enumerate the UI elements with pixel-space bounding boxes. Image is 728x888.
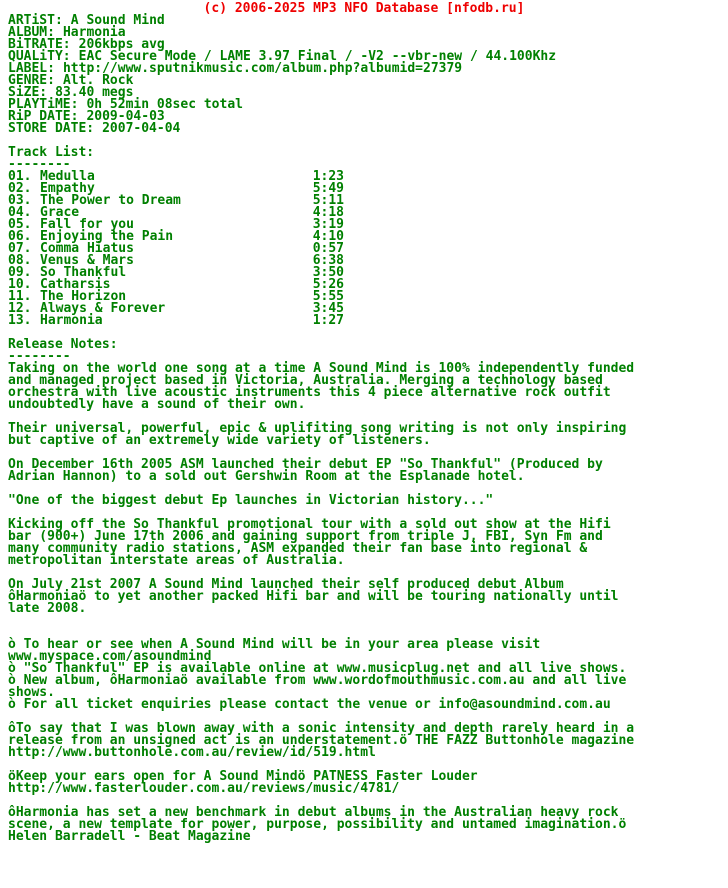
notes-line: Helen Barradell - Beat Magazine <box>8 829 251 844</box>
notes-line: shows. <box>8 685 55 700</box>
notes-line: www.myspace.com/asoundmind <box>8 649 212 664</box>
track-time: 5:26 <box>312 277 344 292</box>
info-field-label: SiZE: <box>8 85 48 100</box>
copyright-header: (c) 2006-2025 MP3 NFO Database [nfodb.ru] <box>203 1 525 16</box>
info-field-value: EAC Secure Mode / LAME 3.97 Final / -V2 --vbr-new / 44.100Khz <box>78 49 557 64</box>
notes-line: http://www.fasterlouder.com.au/reviews/music/4781/ <box>8 781 400 796</box>
notes-line: "One of the biggest debut Ep launches in Victorian history..." <box>8 493 494 508</box>
blank-line <box>8 135 720 147</box>
notes-line: http://www.buttonhole.com.au/review/id/519.html <box>8 745 376 760</box>
track-time: 1:23 <box>312 169 344 184</box>
track-time: 3:19 <box>312 217 344 232</box>
track-title: Medulla <box>40 169 95 184</box>
info-field-value: 2007-04-04 <box>102 121 181 136</box>
info-field-value: 0h 52min 08sec total <box>86 97 243 112</box>
track-time: 3:50 <box>312 265 344 280</box>
track-title: Enjoying the Pain <box>40 229 174 244</box>
track-title: Catharsis <box>40 277 111 292</box>
track-time: 3:45 <box>312 301 344 316</box>
info-field-row <box>8 123 720 135</box>
track-number: 02. <box>8 181 32 196</box>
notes-line: ò For all ticket enquiries please contact the venue or info@asoundmind.com.au <box>8 697 611 712</box>
notes-line: ò To hear or see when A Sound Mind will be in your area please visit <box>8 637 541 652</box>
info-field-label: STORE DATE: <box>8 121 95 136</box>
info-field-label: ALBUM: <box>8 25 55 40</box>
notes-line: late 2008. <box>8 601 87 616</box>
track-number: 01. <box>8 169 32 184</box>
track-number: 08. <box>8 253 32 268</box>
info-field-value: 2009-04-03 <box>86 109 165 124</box>
notes-line: Kicking off the So Thankful promotional tour with a sold out show at the Hifi <box>8 517 611 532</box>
info-field-value: http://www.sputnikmusic.com/album.php?albumid=27379 <box>62 61 463 76</box>
info-field-label: QUALiTY: <box>8 49 71 64</box>
info-field-value: 206kbps avg <box>78 37 165 52</box>
info-field-label: ARTiST: <box>8 13 63 28</box>
notes-line: undoubtedly have a sound of their own. <box>8 397 306 412</box>
track-title: Venus & Mars <box>40 253 134 268</box>
track-number: 05. <box>8 217 32 232</box>
info-field-label: BiTRATE: <box>8 37 71 52</box>
info-field-label: LABEL: <box>8 61 55 76</box>
track-number: 09. <box>8 265 32 280</box>
track-number: 10. <box>8 277 32 292</box>
notes-line: and managed project based in Victoria, Australia. Merging a technology based <box>8 373 603 388</box>
notes-line: Taking on the world one song at a time A Sound Mind is 100% independently funded <box>8 361 635 376</box>
track-number: 11. <box>8 289 32 304</box>
track-number: 13. <box>8 313 32 328</box>
notes-line: orchestra with live acoustic instruments this 4 piece alternative rock outfit <box>8 385 611 400</box>
info-field-value: Alt. Rock <box>62 73 134 88</box>
track-title: The Horizon <box>40 289 127 304</box>
notes-line: bar (900+) June 17th 2006 and gaining support from triple J, FBI, Syn Fm and <box>8 529 603 544</box>
track-time: 6:38 <box>312 253 344 268</box>
track-time: 1:27 <box>312 313 344 328</box>
notes-line: release from an unsigned act is an understatement.ö THE FAZZ Buttonhole magazine <box>8 733 635 748</box>
notes-line: On December 16th 2005 ASM launched their debut EP "So Thankful" (Produced by <box>8 457 603 472</box>
notes-line: ò New album, ôHarmoniaö available from www.wordofmouthmusic.com.au and all live <box>8 673 627 688</box>
track-title: Harmonia <box>40 313 103 328</box>
release-notes-underline: -------- <box>8 349 71 364</box>
track-time: 0:57 <box>312 241 344 256</box>
track-title: Fall for you <box>40 217 134 232</box>
info-field-label: RiP DATE: <box>8 109 79 124</box>
notes-line: ò "So Thankful" EP is available online at www.musicplug.net and all live shows. <box>8 661 627 676</box>
track-list <box>8 171 720 327</box>
notes-line: ôHarmoniaö to yet another packed Hifi bar and will be touring nationally until <box>8 589 619 604</box>
track-number: 07. <box>8 241 32 256</box>
track-time: 4:18 <box>312 205 344 220</box>
track-list-title: Track List: <box>8 145 95 160</box>
info-field-label: GENRE: <box>8 73 55 88</box>
track-title: Comma Hiatus <box>40 241 134 256</box>
track-number: 12. <box>8 301 32 316</box>
notes-line: öKeep your ears open for A Sound Mindö PATNESS Faster Louder <box>8 769 478 784</box>
track-time: 5:11 <box>312 193 344 208</box>
track-title: Empathy <box>40 181 95 196</box>
track-number: 04. <box>8 205 32 220</box>
notes-line: but captive of an extremely wide variety of listeners. <box>8 433 431 448</box>
track-title: Grace <box>40 205 80 220</box>
track-number: 03. <box>8 193 32 208</box>
notes-line: metropolitan interstate areas of Australia. <box>8 553 345 568</box>
release-notes-title: Release Notes: <box>8 337 118 352</box>
info-field-value: Harmonia <box>62 25 126 40</box>
info-field-value: A Sound Mind <box>70 13 165 28</box>
track-title: So Thankful <box>40 265 127 280</box>
track-time: 4:10 <box>312 229 344 244</box>
notes-line: On July 21st 2007 A Sound Mind launched their self produced debut Album <box>8 577 564 592</box>
album-info-section <box>8 15 720 135</box>
track-row <box>8 315 344 327</box>
info-field-value: 83.40 megs <box>55 85 134 100</box>
notes-line <box>8 615 720 627</box>
track-time: 5:49 <box>312 181 344 196</box>
notes-line: Their universal, powerful, epic & uplifiting song writing is not only inspiring <box>8 421 627 436</box>
notes-line: ôHarmonia has set a new benchmark in debut albums in the Australian heavy rock <box>8 805 619 820</box>
track-time: 5:55 <box>312 289 344 304</box>
release-notes-body <box>8 363 720 843</box>
notes-line: Adrian Hannon) to a sold out Gershwin Room at the Esplanade hotel. <box>8 469 525 484</box>
track-number: 06. <box>8 229 32 244</box>
track-title: The Power to Dream <box>40 193 181 208</box>
track-title: Always & Forever <box>40 301 166 316</box>
track-list-underline: -------- <box>8 157 71 172</box>
notes-line: many community radio stations, ASM expanded their fan base into regional & <box>8 541 588 556</box>
info-field-label: PLAYTiME: <box>8 97 79 112</box>
notes-line: ôTo say that I was blown away with a sonic intensity and depth rarely heard in a <box>8 721 635 736</box>
notes-line: scene, a new template for power, purpose, possibility and untamed imagination.ö <box>8 817 627 832</box>
